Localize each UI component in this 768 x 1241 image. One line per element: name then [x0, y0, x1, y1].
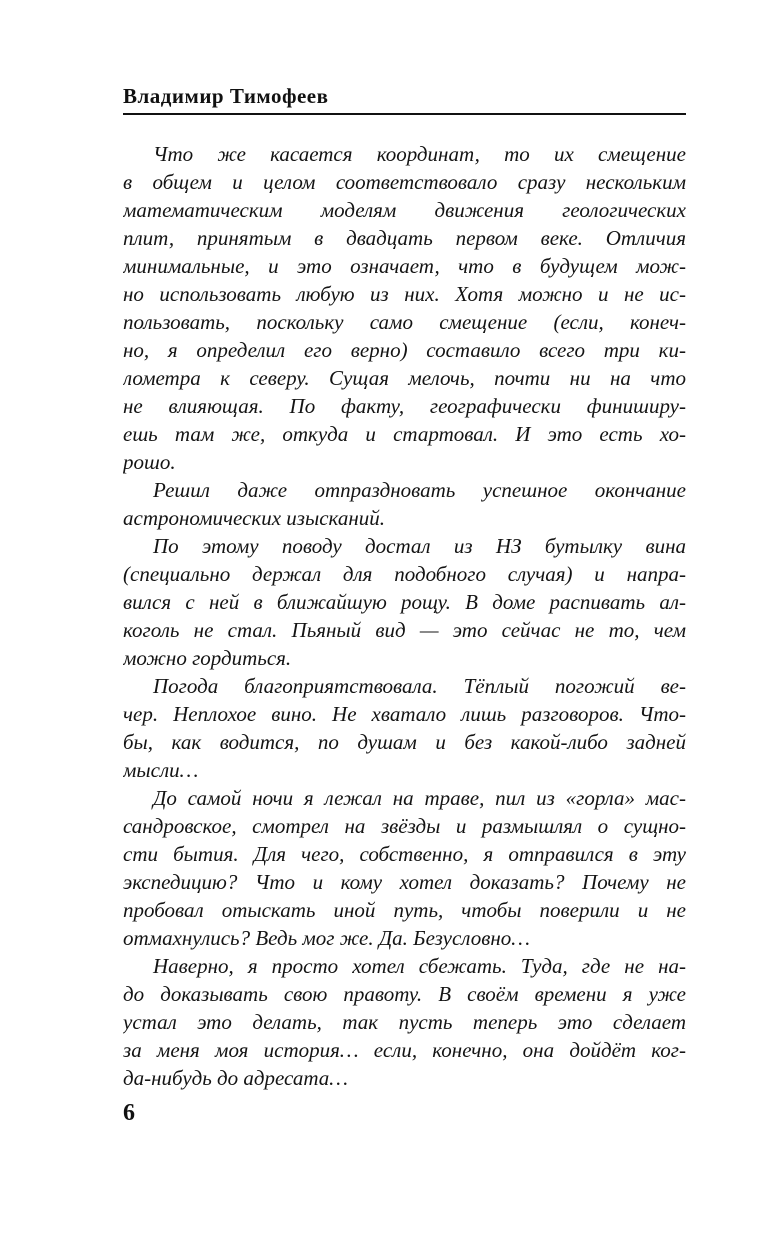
text-line: астрономических изысканий. [123, 506, 385, 530]
text-block [123, 140, 686, 1092]
text-line: но, я определил его верно) составило всего три ки- [123, 338, 686, 362]
text-line: вился с ней в ближайшую рощу. В доме распивать ал- [123, 590, 686, 614]
text-line: сти бытия. Для чего, собственно, я отправился в эту [123, 842, 686, 866]
text-line: мысли… [123, 758, 199, 782]
text-line: да-нибудь до адресата… [123, 1066, 348, 1090]
page-number: 6 [123, 1100, 135, 1126]
text-line: можно гордиться. [123, 646, 292, 670]
text-line: лометра к северу. Сущая мелочь, почти ни на что [123, 366, 686, 390]
paragraph [123, 784, 686, 952]
paragraph [123, 952, 686, 1092]
header-rule [123, 113, 686, 115]
text-line: (специально держал для подобного случая) и напра- [123, 562, 686, 586]
text-line: в общем и целом соответствовало сразу нескольким [123, 170, 686, 194]
text-line: По этому поводу достал из НЗ бутылку вина [153, 534, 686, 558]
text-line: чер. Неплохое вино. Не хватало лишь разговоров. Что- [123, 702, 686, 726]
text-line: бы, как водится, по душам и без какой-либо задней [123, 730, 686, 754]
text-line: Наверно, я просто хотел сбежать. Туда, где не на- [153, 954, 686, 978]
text-line: до доказывать свою правоту. В своём времени я уже [123, 982, 686, 1006]
text-line: за меня моя история… если, конечно, она дойдёт ког- [123, 1038, 686, 1062]
text-line: пробовал отыскать иной путь, чтобы поверили и не [123, 898, 686, 922]
text-line: До самой ночи я лежал на траве, пил из «горла» мас- [153, 786, 686, 810]
text-line: плит, принятым в двадцать первом веке. Отличия [123, 226, 686, 250]
text-line: Решил даже отпраздновать успешное окончание [153, 478, 686, 502]
paragraph [123, 672, 686, 784]
paragraph [123, 140, 686, 476]
text-line: сандровское, смотрел на звёзды и размышлял о сущно- [123, 814, 686, 838]
text-line: рошо. [123, 450, 176, 474]
text-line: коголь не стал. Пьяный вид — это сейчас не то, чем [123, 618, 686, 642]
text-line: минимальные, и это означает, что в будущем мож- [123, 254, 686, 278]
text-line: отмахнулись? Ведь мог же. Да. Безусловно… [123, 926, 530, 950]
text-line: устал это делать, так пусть теперь это сделает [123, 1010, 686, 1034]
text-line: Что же касается координат, то их смещение [153, 142, 686, 166]
paragraph [123, 476, 686, 532]
running-header-author: Владимир Тимофеев [123, 84, 329, 108]
text-line: математическим моделям движения геологических [123, 198, 686, 222]
text-line: Погода благоприятствовала. Тёплый погожий ве- [153, 674, 686, 698]
text-line: но использовать любую из них. Хотя можно и не ис- [123, 282, 686, 306]
text-line: не влияющая. По факту, географически финиширу- [123, 394, 686, 418]
paragraph [123, 532, 686, 672]
text-line: ешь там же, откуда и стартовал. И это есть хо- [123, 422, 686, 446]
text-line: экспедицию? Что и кому хотел доказать? Почему не [123, 870, 686, 894]
text-line: пользовать, поскольку само смещение (если, конеч- [123, 310, 686, 334]
